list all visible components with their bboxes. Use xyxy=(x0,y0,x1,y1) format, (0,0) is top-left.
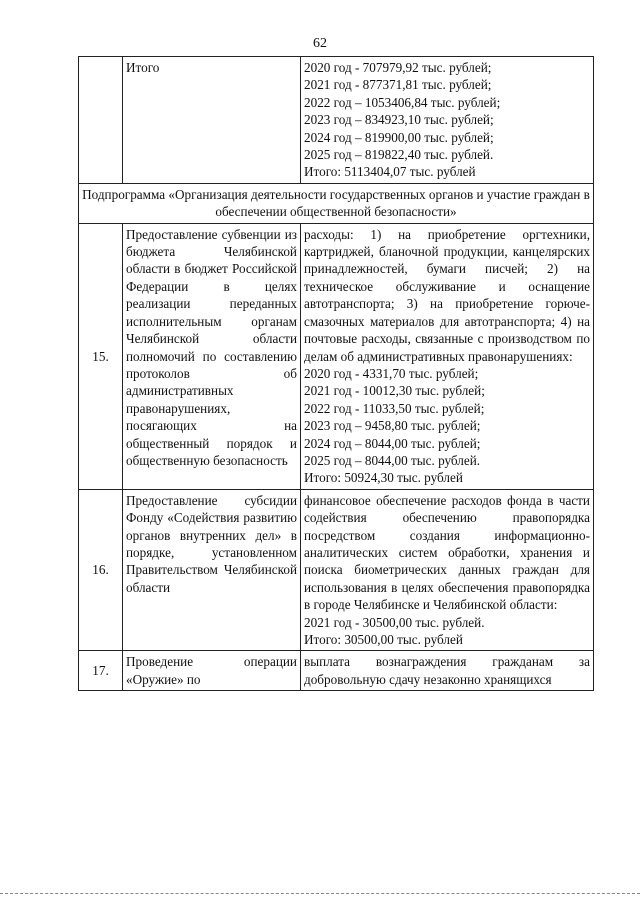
total-value-line: 2025 год – 819822,40 тыс. рублей. xyxy=(304,147,494,163)
total-value-line: 2023 год – 834923,10 тыс. рублей; xyxy=(304,112,494,128)
total-row xyxy=(79,57,594,184)
table-row xyxy=(79,651,594,691)
amount-line: 2021 год - 10012,30 тыс. рублей; xyxy=(304,383,485,399)
page-bottom-rule xyxy=(0,893,640,894)
row-description: финансовое обеспечение расходов фонда в части содействия обеспечению правопорядка посредством создания информационно-аналитических систем обработки, хранения и поиска биометрических данных граждан для использования в целях обеспечения правопорядка в городе Челябинске и Челябинской области: xyxy=(304,492,590,613)
row-name: Проведение операции «Оружие» по xyxy=(123,651,301,691)
total-value-line: 2021 год - 877371,81 тыс. рублей; xyxy=(304,77,492,93)
amount-line: 2022 год - 11033,50 тыс. рублей; xyxy=(304,400,485,416)
amount-line: 2023 год – 9458,80 тыс. рублей; xyxy=(304,418,481,434)
row-number: 16. xyxy=(79,489,123,651)
row-number: 17. xyxy=(79,651,123,691)
amount-line: 2020 год - 4331,70 тыс. рублей; xyxy=(304,365,479,381)
table-row xyxy=(79,223,594,489)
amount-line: 2025 год – 8044,00 тыс. рублей. xyxy=(304,452,481,468)
total-values xyxy=(301,57,594,184)
row-name: Предоставление субсидии Фонду «Содействия развитию органов внутренних дел» в порядке, установленном Правительством Челябинской области xyxy=(123,489,301,651)
amount-line: 2021 год - 30500,00 тыс. рублей. xyxy=(304,614,485,630)
amount-line: Итого: 30500,00 тыс. рублей xyxy=(304,632,463,647)
row-number: 15. xyxy=(79,223,123,489)
amount-line: Итого: 50924,30 тыс. рублей xyxy=(304,470,463,486)
total-num-cell xyxy=(79,57,123,184)
subprogram-heading: Подпрограмма «Организация деятельности государственных органов и участие граждан в обеспечении общественной безопасности» xyxy=(79,183,594,223)
program-table xyxy=(78,56,594,691)
total-value-line: 2022 год – 1053406,84 тыс. рублей; xyxy=(304,94,501,110)
amount-line: 2024 год – 8044,00 тыс. рублей; xyxy=(304,435,481,451)
total-value-line: 2024 год – 819900,00 тыс. рублей; xyxy=(304,129,494,145)
total-value-line: Итого: 5113404,07 тыс. рублей xyxy=(304,164,476,180)
page-number: 62 xyxy=(313,36,327,51)
row-description-cell xyxy=(301,223,594,489)
total-value-line: 2020 год - 707979,92 тыс. рублей; xyxy=(304,60,492,75)
table-row xyxy=(79,489,594,651)
subprogram-heading-row xyxy=(79,183,594,223)
row-description-cell xyxy=(301,489,594,651)
total-label: Итого xyxy=(123,57,301,184)
row-description: расходы: 1) на приобретение оргтехники, картриджей, бланочной продукции, канцелярских принадлежностей, бумаги писчей; 2) на техническое обслуживание и оснащение автотранспорта; 3) на приобретение горюче-смазочных материалов для автотранспорта; 4) на почтовые расходы, связанные с производством по делам об административных правонарушениях: xyxy=(304,226,590,364)
row-name: Предоставление субвенции из бюджета Челябинской области в бюджет Российской Федерации в целях реализации переданных исполнительным органам Челябинской области полномочий по составлению протоколов об административных правонарушениях, посягающих на общественный порядок и общественную безопасность xyxy=(123,223,301,489)
row-description: выплата вознаграждения гражданам за добровольную сдачу незаконно хранящихся xyxy=(304,654,590,687)
row-description-cell xyxy=(301,651,594,691)
